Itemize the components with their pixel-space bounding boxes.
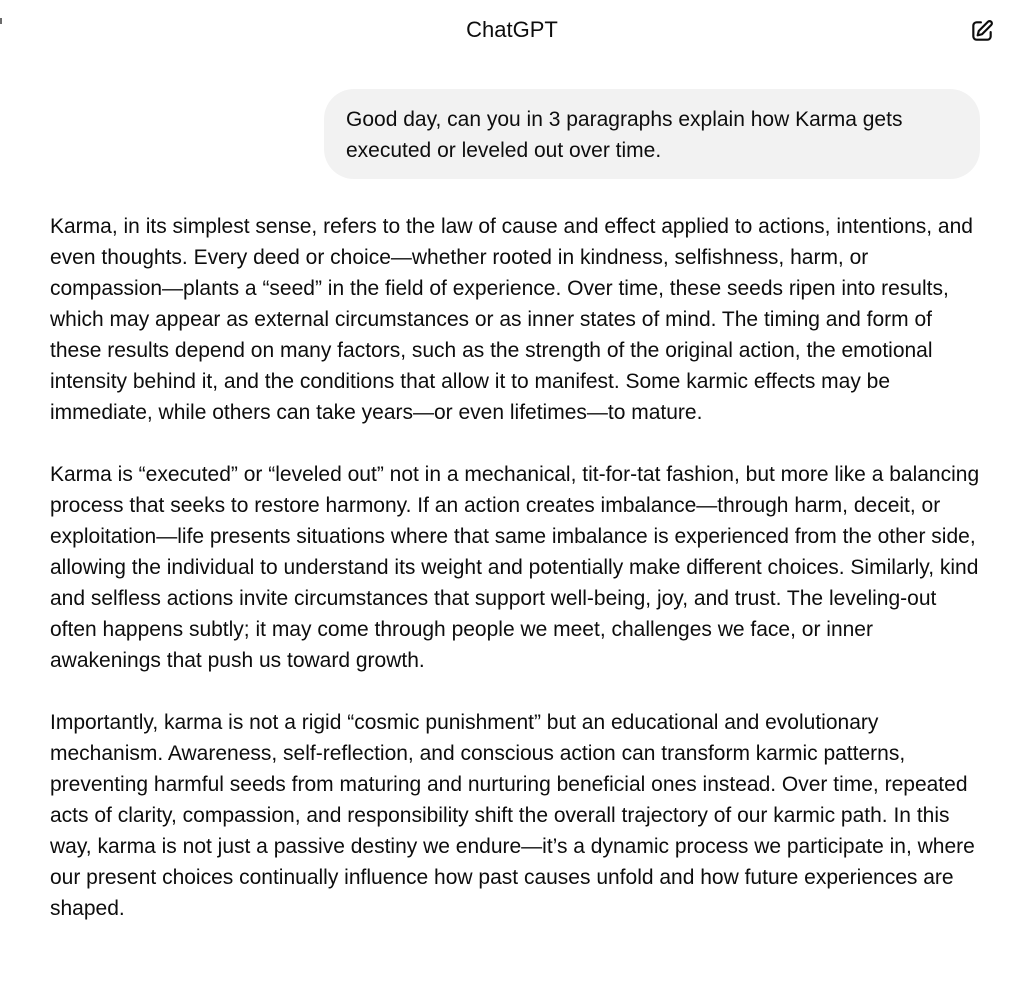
top-bar (0, 0, 1024, 62)
new-chat-button[interactable] (962, 14, 1002, 48)
app-title: ChatGPT (466, 17, 558, 42)
assistant-paragraph-3: Importantly, karma is not a rigid “cosmic punishment” but an educational and evolutionary mechanism. Awareness, self-reflection, and conscious action can transform karmic patterns, preventing harmful seeds from maturing and nurturing beneficial ones instead. Over time, repeated acts of clarity, compassion, and responsibility shift the overall trajectory of our karmic path. In this way, karma is not just a passive destiny we endure—it’s a dynamic process we participate in, where our present choices continually influence how past causes unfold and how future experiences are shaped. (50, 711, 975, 920)
compose-icon (969, 18, 995, 44)
assistant-paragraph-1: Karma, in its simplest sense, refers to the law of cause and effect applied to actions, intentions, and even thoughts. Every deed or choice—whether rooted in kindness, selfishness, harm, or compassion—plants a “seed” in the field of experience. Over time, these seeds ripen into results, which may appear as external circumstances or as inner states of mind. The timing and form of these results depend on many factors, such as the strength of the original action, the emotional intensity behind it, and the conditions that allow it to manifest. Some karmic effects may be immediate, while others can take years—or even lifetimes—to mature. (50, 215, 973, 424)
assistant-paragraph-2: Karma is “executed” or “leveled out” not in a mechanical, tit-for-tat fashion, but more like a balancing process that seeks to restore harmony. If an action creates imbalance—through harm, deceit, or exploitation—life presents situations where that same imbalance is experienced from the other side, allowing the individual to understand its weight and potentially make different choices. Similarly, kind and selfless actions invite circumstances that support well-being, joy, and trust. The leveling-out often happens subtly; it may come through people we meet, challenges we face, or inner awakenings that push us toward growth. (50, 463, 980, 672)
assistant-message (50, 211, 985, 955)
user-message-bubble (324, 89, 980, 179)
user-message-text: Good day, can you in 3 paragraphs explain how Karma gets executed or leveled out over time. (346, 108, 903, 162)
